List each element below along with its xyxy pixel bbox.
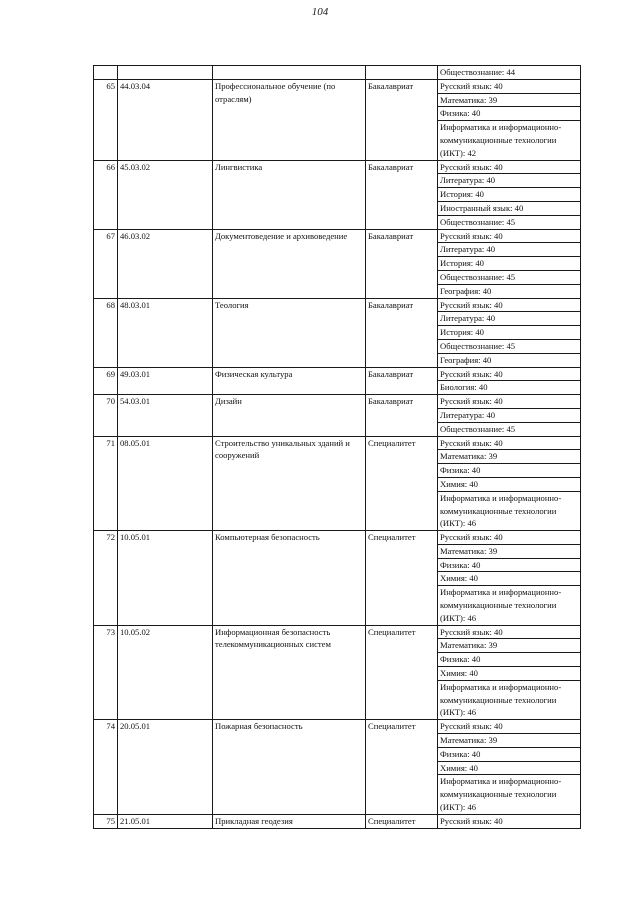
subject-cell: Математика: 39 [438,734,581,748]
table-row [94,229,581,243]
code-cell: 45.03.02 [118,160,213,229]
row-number-cell: 75 [94,814,118,828]
subject-cell: Литература: 40 [438,243,581,257]
subject-cell: Русский язык: 40 [438,298,581,312]
code-cell: 10.05.01 [118,531,213,626]
table-row [94,814,581,828]
row-number-cell: 67 [94,229,118,298]
row-number-cell: 72 [94,531,118,626]
table-row [94,298,581,312]
code-cell: 10.05.02 [118,625,213,720]
program-name-cell: Дизайн [213,395,366,436]
subject-cell: Русский язык: 40 [438,79,581,93]
code-cell: 44.03.04 [118,79,213,160]
code-cell: 46.03.02 [118,229,213,298]
table-row [94,367,581,381]
row-number-cell: 65 [94,79,118,160]
subject-cell: Литература: 40 [438,174,581,188]
subject-cell: Русский язык: 40 [438,814,581,828]
subject-cell: Физика: 40 [438,558,581,572]
subject-cell: История: 40 [438,326,581,340]
program-name-cell: Строительство уникальных зданий и сооружений [213,436,366,531]
subject-cell: Физика: 40 [438,747,581,761]
table-row [94,79,581,93]
row-number-cell: 66 [94,160,118,229]
subject-cell: Химия: 40 [438,667,581,681]
subject-cell: Литература: 40 [438,312,581,326]
subject-cell: Информатика и информационно-коммуникационные технологии (ИКТ): 42 [438,121,581,160]
subject-cell: Биология: 40 [438,381,581,395]
level-cell: Специалитет [366,720,438,815]
program-name-cell: Прикладная геодезия [213,814,366,828]
table-row [94,625,581,639]
subject-cell: Химия: 40 [438,477,581,491]
level-cell: Бакалавриат [366,160,438,229]
code-cell: 20.05.01 [118,720,213,815]
program-name-cell: Физическая культура [213,367,366,395]
subject-cell: Русский язык: 40 [438,720,581,734]
row-number-cell: 70 [94,395,118,436]
level-cell: Специалитет [366,814,438,828]
subject-cell: Обществознание: 45 [438,339,581,353]
subject-cell: География: 40 [438,353,581,367]
subject-cell: Математика: 39 [438,93,581,107]
row-number-cell [94,66,118,80]
row-number-cell: 71 [94,436,118,531]
subject-cell: Русский язык: 40 [438,229,581,243]
subject-cell: Математика: 39 [438,450,581,464]
table-row-continuation [94,66,581,80]
subject-cell: Информатика и информационно-коммуникационные технологии (ИКТ): 46 [438,775,581,814]
row-number-cell: 69 [94,367,118,395]
subject-cell: Русский язык: 40 [438,367,581,381]
subject-cell: История: 40 [438,257,581,271]
table-row [94,160,581,174]
program-name-cell: Документоведение и архивоведение [213,229,366,298]
subject-cell: Физика: 40 [438,107,581,121]
code-cell: 54.03.01 [118,395,213,436]
subject-cell: Русский язык: 40 [438,160,581,174]
level-cell: Бакалавриат [366,367,438,395]
table-row [94,395,581,409]
level-cell: Специалитет [366,436,438,531]
program-name-cell: Информационная безопасность телекоммуникационных систем [213,625,366,720]
subject-cell: Обществознание: 44 [438,66,581,80]
subject-cell: Химия: 40 [438,761,581,775]
row-number-cell: 74 [94,720,118,815]
program-name-cell [213,66,366,80]
program-name-cell: Пожарная безопасность [213,720,366,815]
subject-cell: Информатика и информационно-коммуникационные технологии (ИКТ): 46 [438,491,581,530]
admission-table [93,65,581,829]
subject-cell: География: 40 [438,284,581,298]
program-name-cell: Профессиональное обучение (по отраслям) [213,79,366,160]
program-name-cell: Компьютерная безопасность [213,531,366,626]
row-number-cell: 73 [94,625,118,720]
subject-cell: Русский язык: 40 [438,436,581,450]
subject-cell: Математика: 39 [438,544,581,558]
level-cell: Бакалавриат [366,229,438,298]
admission-table-body [94,66,581,829]
subject-cell: История: 40 [438,188,581,202]
code-cell: 08.05.01 [118,436,213,531]
subject-cell: Русский язык: 40 [438,531,581,545]
level-cell [366,66,438,80]
table-row [94,436,581,450]
subject-cell: Физика: 40 [438,653,581,667]
code-cell: 49.03.01 [118,367,213,395]
subject-cell: Русский язык: 40 [438,625,581,639]
subject-cell: Математика: 39 [438,639,581,653]
code-cell: 48.03.01 [118,298,213,367]
subject-cell: Информатика и информационно-коммуникационные технологии (ИКТ): 46 [438,586,581,625]
program-name-cell: Теология [213,298,366,367]
table-row [94,720,581,734]
subject-cell: Иностранный язык: 40 [438,201,581,215]
subject-cell: Физика: 40 [438,464,581,478]
subject-cell: Обществознание: 45 [438,422,581,436]
level-cell: Бакалавриат [366,79,438,160]
subject-cell: Обществознание: 45 [438,215,581,229]
level-cell: Специалитет [366,531,438,626]
level-cell: Бакалавриат [366,298,438,367]
row-number-cell: 68 [94,298,118,367]
subject-cell: Русский язык: 40 [438,395,581,409]
page-number: 104 [311,6,329,18]
level-cell: Специалитет [366,625,438,720]
subject-cell: Обществознание: 45 [438,270,581,284]
table-row [94,531,581,545]
code-cell: 21.05.01 [118,814,213,828]
subject-cell: Информатика и информационно-коммуникационные технологии (ИКТ): 46 [438,680,581,719]
program-name-cell: Лингвистика [213,160,366,229]
subject-cell: Химия: 40 [438,572,581,586]
code-cell [118,66,213,80]
subject-cell: Литература: 40 [438,408,581,422]
level-cell: Бакалавриат [366,395,438,436]
